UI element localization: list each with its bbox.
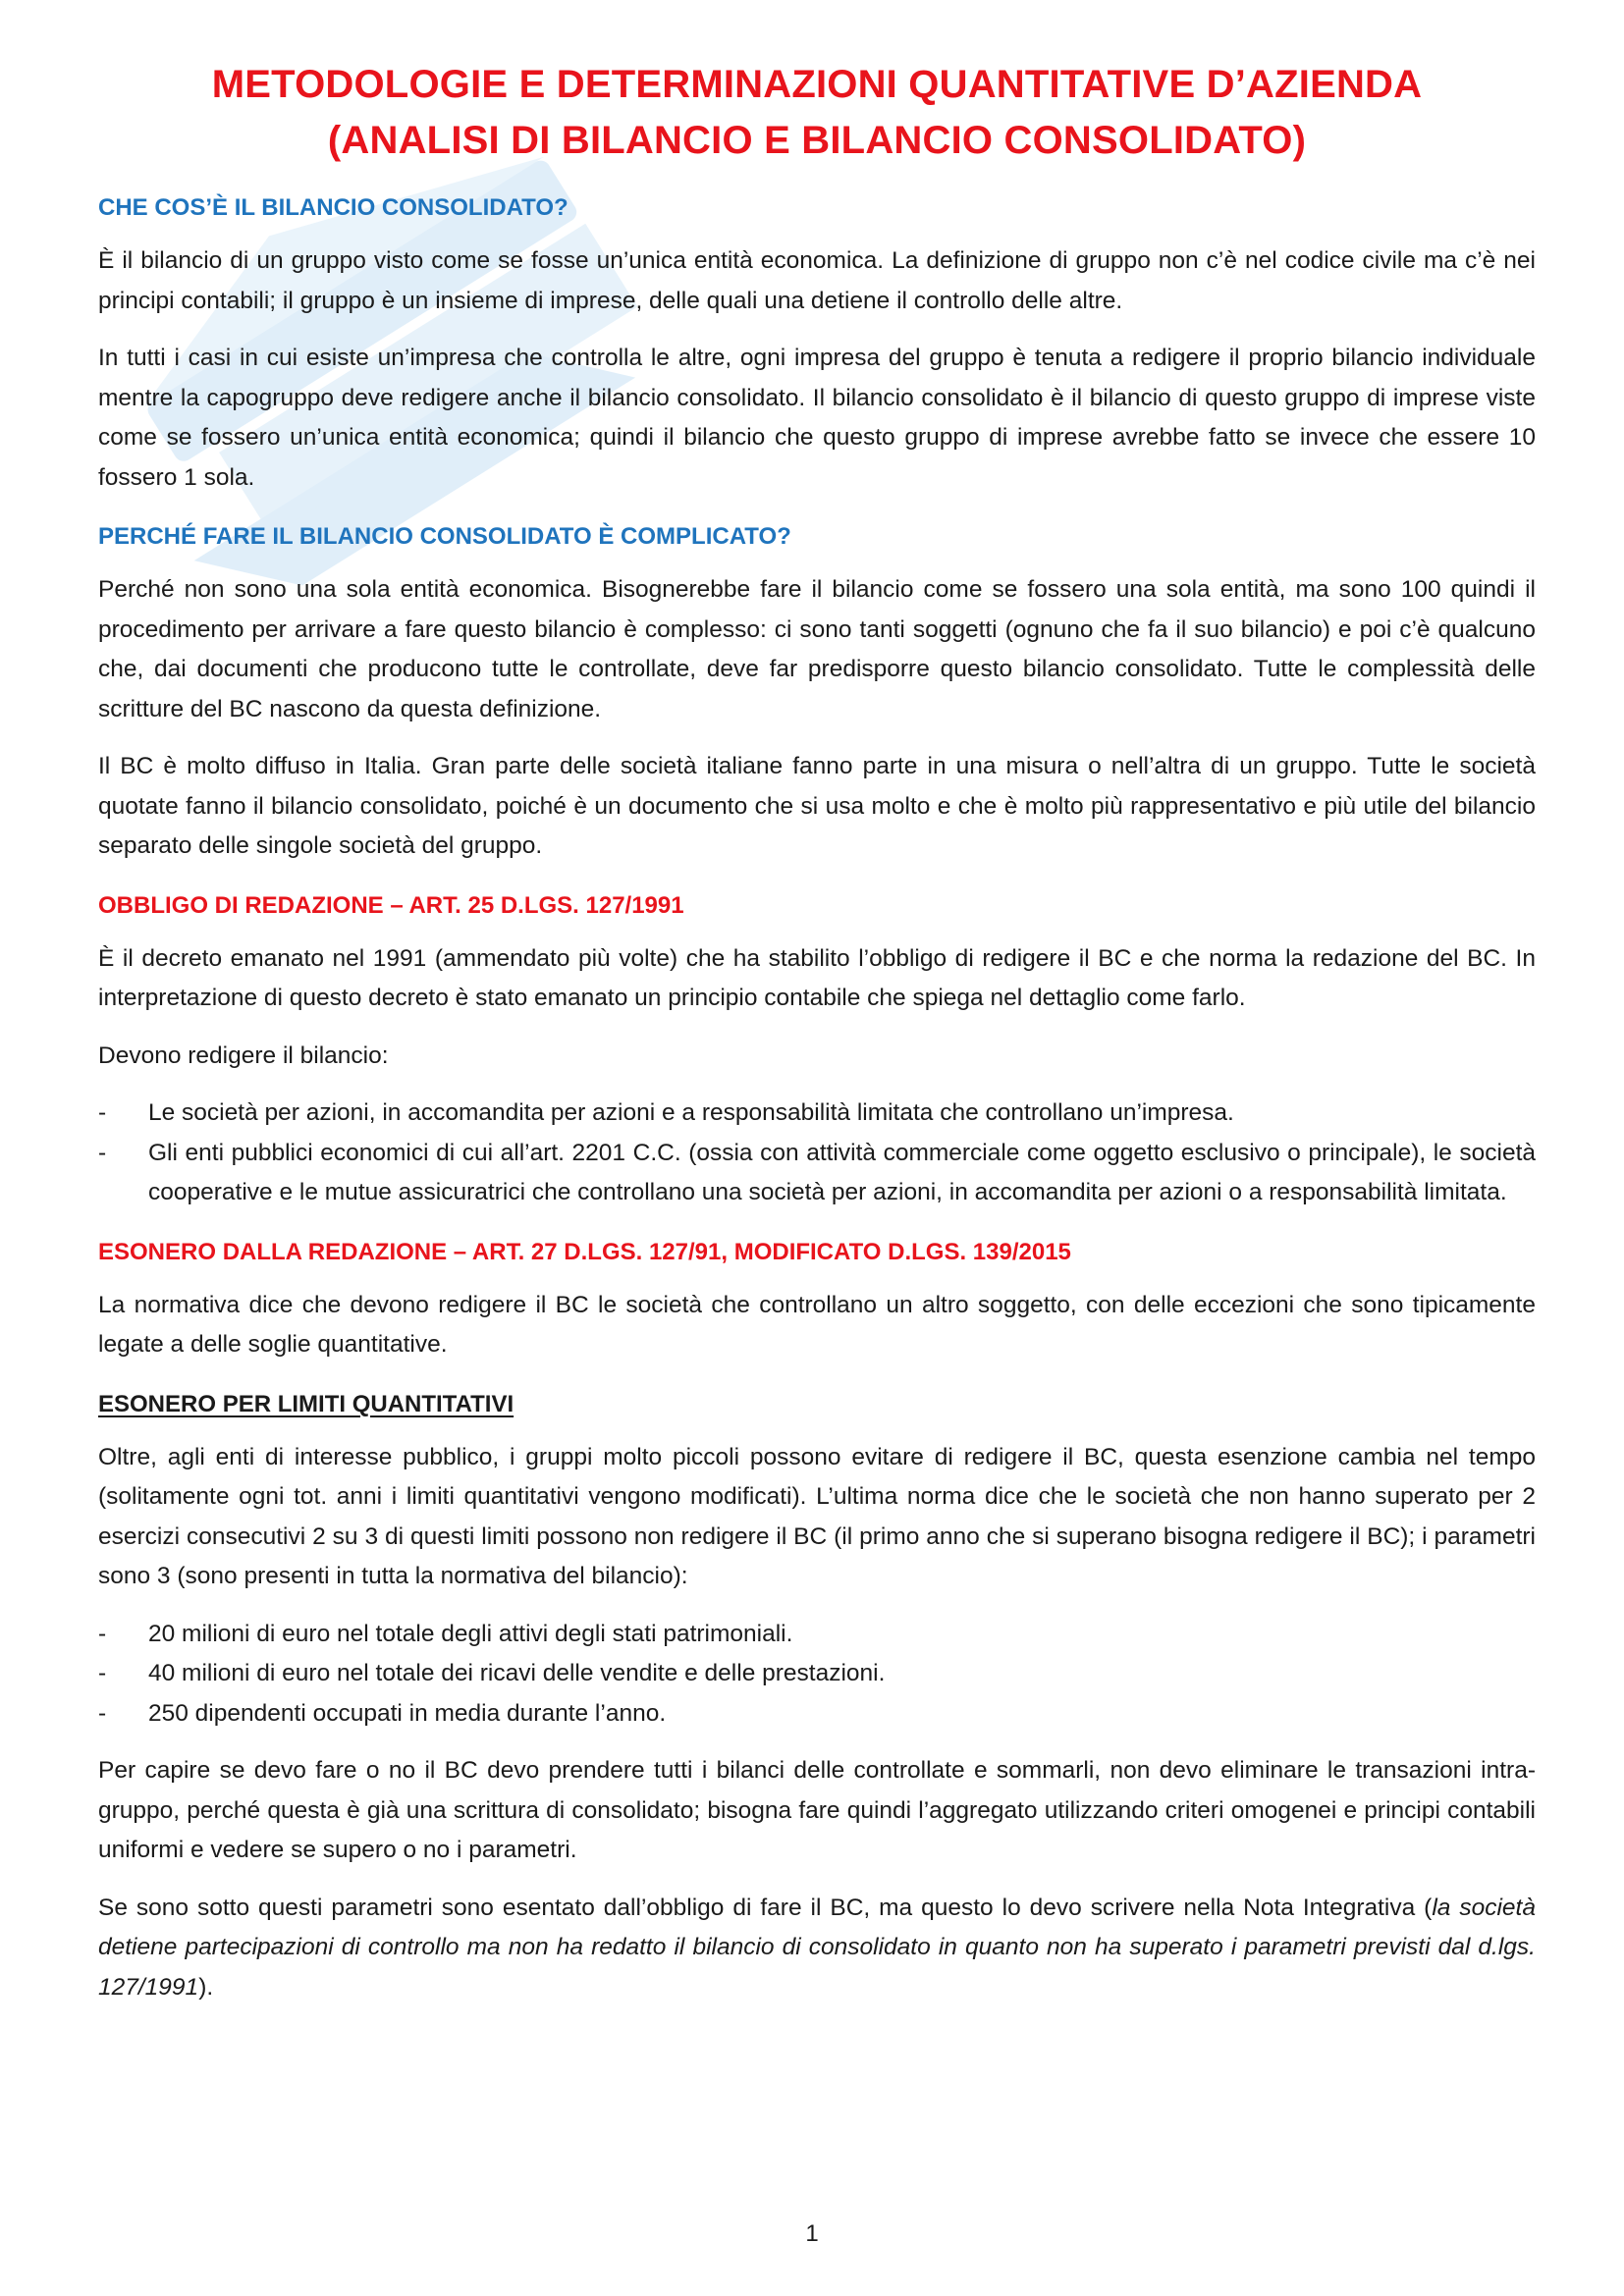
paragraph-group-obligation: In tutti i casi in cui esiste un’impresa che controlla le altre, ogni impresa del gruppo è tenuta a redigere il proprio bilancio individuale mentre la capogruppo deve redigere anche il bilancio consolidato. Il bilancio consolidato è il bilancio di questo gruppo di imprese viste come se fossero un’unica entità economica; quindi il bilancio che questo gruppo di imprese avrebbe fatto se invece che essere 10 fossero 1 sola. [98, 345, 1536, 491]
heading-why-complicated: PERCHÉ FARE IL BILANCIO CONSOLIDATO È COMPLICATO? [98, 523, 791, 550]
paragraph-exemption-intro: La normativa dice che devono redigere il BC le società che controllano un altro soggetto, con delle eccezioni che sono tipicamente legate a delle soglie quantitative. [98, 1291, 1536, 1358]
paragraph-decree-1991: È il decreto emanato nel 1991 (ammendato più volte) che ha stabilito l’obbligo di redigere il BC e che norma la redazione del BC. In interpretazione di questo decreto è stato emanato un principio contabile che spiega nel dettaglio come farlo. [98, 944, 1536, 1011]
list-item-text: Le società per azioni, in accomandita per azioni e a responsabilità limitata che controllano un’impresa. [148, 1099, 1234, 1126]
paragraph-who-must-draft: Devono redigere il bilancio: [98, 1041, 389, 1069]
page-number: 1 [805, 2220, 819, 2247]
document-title-line-1: METODOLOGIE E DETERMINAZIONI QUANTITATIVE D’AZIENDA [211, 63, 1423, 106]
list-item-text: 20 milioni di euro nel totale degli attivi degli stati patrimoniali. [148, 1620, 793, 1647]
paragraph-definition: È il bilancio di un gruppo visto come se fosse un’unica entità economica. La definizione di gruppo non c’è nel codice civile ma c’è nei principi contabili; il gruppo è un insieme di imprese, delle quali una detiene il controllo delle altre. [98, 247, 1536, 314]
list-item-text: Gli enti pubblici economici di cui all’art. 2201 C.C. (ossia con attività commerciale come oggetto esclusivo o principale), le società cooperative e le mutue assicuratrici che controllano una società per azioni, in accomandita per azioni o a responsabilità limitata. [148, 1139, 1536, 1205]
list-bullet: - [98, 1620, 107, 1647]
list-bullet: - [98, 1660, 107, 1686]
list-item-text: 250 dipendenti occupati in media durante l’anno. [148, 1699, 667, 1727]
heading-exemption-art-27: ESONERO DALLA REDAZIONE – ART. 27 D.LGS. 127/91, MODIFICATO D.LGS. 139/2015 [98, 1238, 1071, 1265]
paragraph-limits-description: Oltre, agli enti di interesse pubblico, i gruppi molto piccoli possono evitare di redigere il BC, questa esenzione cambia nel tempo (solitamente ogni tot. anni i limiti quantitativi vengono modificati). L’ultima norma dice che le società che non hanno superato per 2 esercizi consecutivi 2 su 3 di questi limiti possono non redigere il BC (il primo anno che si superano bisogna redigere il BC); i parametri sono 3 (sono presenti in tutta la normativa del bilancio): [98, 1443, 1536, 1589]
paragraph-complexity: Perché non sono una sola entità economica. Bisognerebbe fare il bilancio come se fossero una sola entità, ma sono 100 quindi il procedimento per arrivare a fare questo bilancio è complesso: ci sono tanti soggetti (ognuno che fa il suo bilancio) e poi c’è qualcuno che, dai documenti che producono tutte le controllate, deve far predisporre questo bilancio consolidato. Tutte le complessità delle scritture del BC nascono da questa definizione. [98, 576, 1536, 722]
list-item [98, 1694, 1536, 1735]
paragraph-diffusion-italy: Il BC è molto diffuso in Italia. Gran parte delle società italiane fanno parte in una misura o nell’altra di un gruppo. Tutte le società quotate fanno il bilancio consolidato, poiché è un documento che si usa molto e che è molto più rappresentativo e più utile del bilancio separato delle singole società del gruppo. [98, 753, 1536, 859]
document-title-line-2: (ANALISI DI BILANCIO E BILANCIO CONSOLIDATO) [327, 119, 1307, 162]
document-content [98, 57, 1536, 2007]
nota-integrativa-tail: ). [198, 1973, 214, 2001]
list-item-text: 40 milioni di euro nel totale dei ricavi delle vendite e delle prestazioni. [148, 1660, 886, 1686]
nota-integrativa-lead: Se sono sotto questi parametri sono esentato dall’obbligo di fare il BC, ma questo lo devo scrivere nella Nota Integrativa ( [98, 1894, 1433, 1921]
list-bullet: - [98, 1099, 107, 1126]
list-obligated-entities [98, 1094, 1536, 1213]
list-bullet: - [98, 1139, 107, 1166]
heading-quantitative-limits: ESONERO PER LIMITI QUANTITATIVI [98, 1390, 514, 1417]
list-item [98, 1615, 1536, 1655]
heading-obligation-art-25: OBBLIGO DI REDAZIONE – ART. 25 D.LGS. 127/1991 [98, 891, 684, 919]
nota-integrativa-quote: la società detiene partecipazioni di controllo ma non ha redatto il bilancio di consolidato in quanto non ha superato i parametri previsti dal d.lgs. 127/1991 [98, 1894, 1536, 2001]
paragraph-aggregate-check: Per capire se devo fare o no il BC devo prendere tutti i bilanci delle controllate e sommarli, non devo eliminare le transazioni intra-gruppo, perché questa è già una scrittura di consolidato; bisogna fare quindi l’aggregato utilizzando criteri omogenei e principi contabili uniformi e vedere se supero o no i parametri. [98, 1757, 1536, 1863]
list-item [98, 1134, 1536, 1213]
list-bullet: - [98, 1699, 107, 1727]
paragraph-nota-integrativa [98, 1889, 1536, 2008]
list-quantitative-parameters [98, 1615, 1536, 1735]
list-item [98, 1654, 1536, 1694]
heading-what-is-consolidated: CHE COS’È IL BILANCIO CONSOLIDATO? [98, 194, 568, 221]
document-title [98, 57, 1536, 169]
list-item [98, 1094, 1536, 1134]
